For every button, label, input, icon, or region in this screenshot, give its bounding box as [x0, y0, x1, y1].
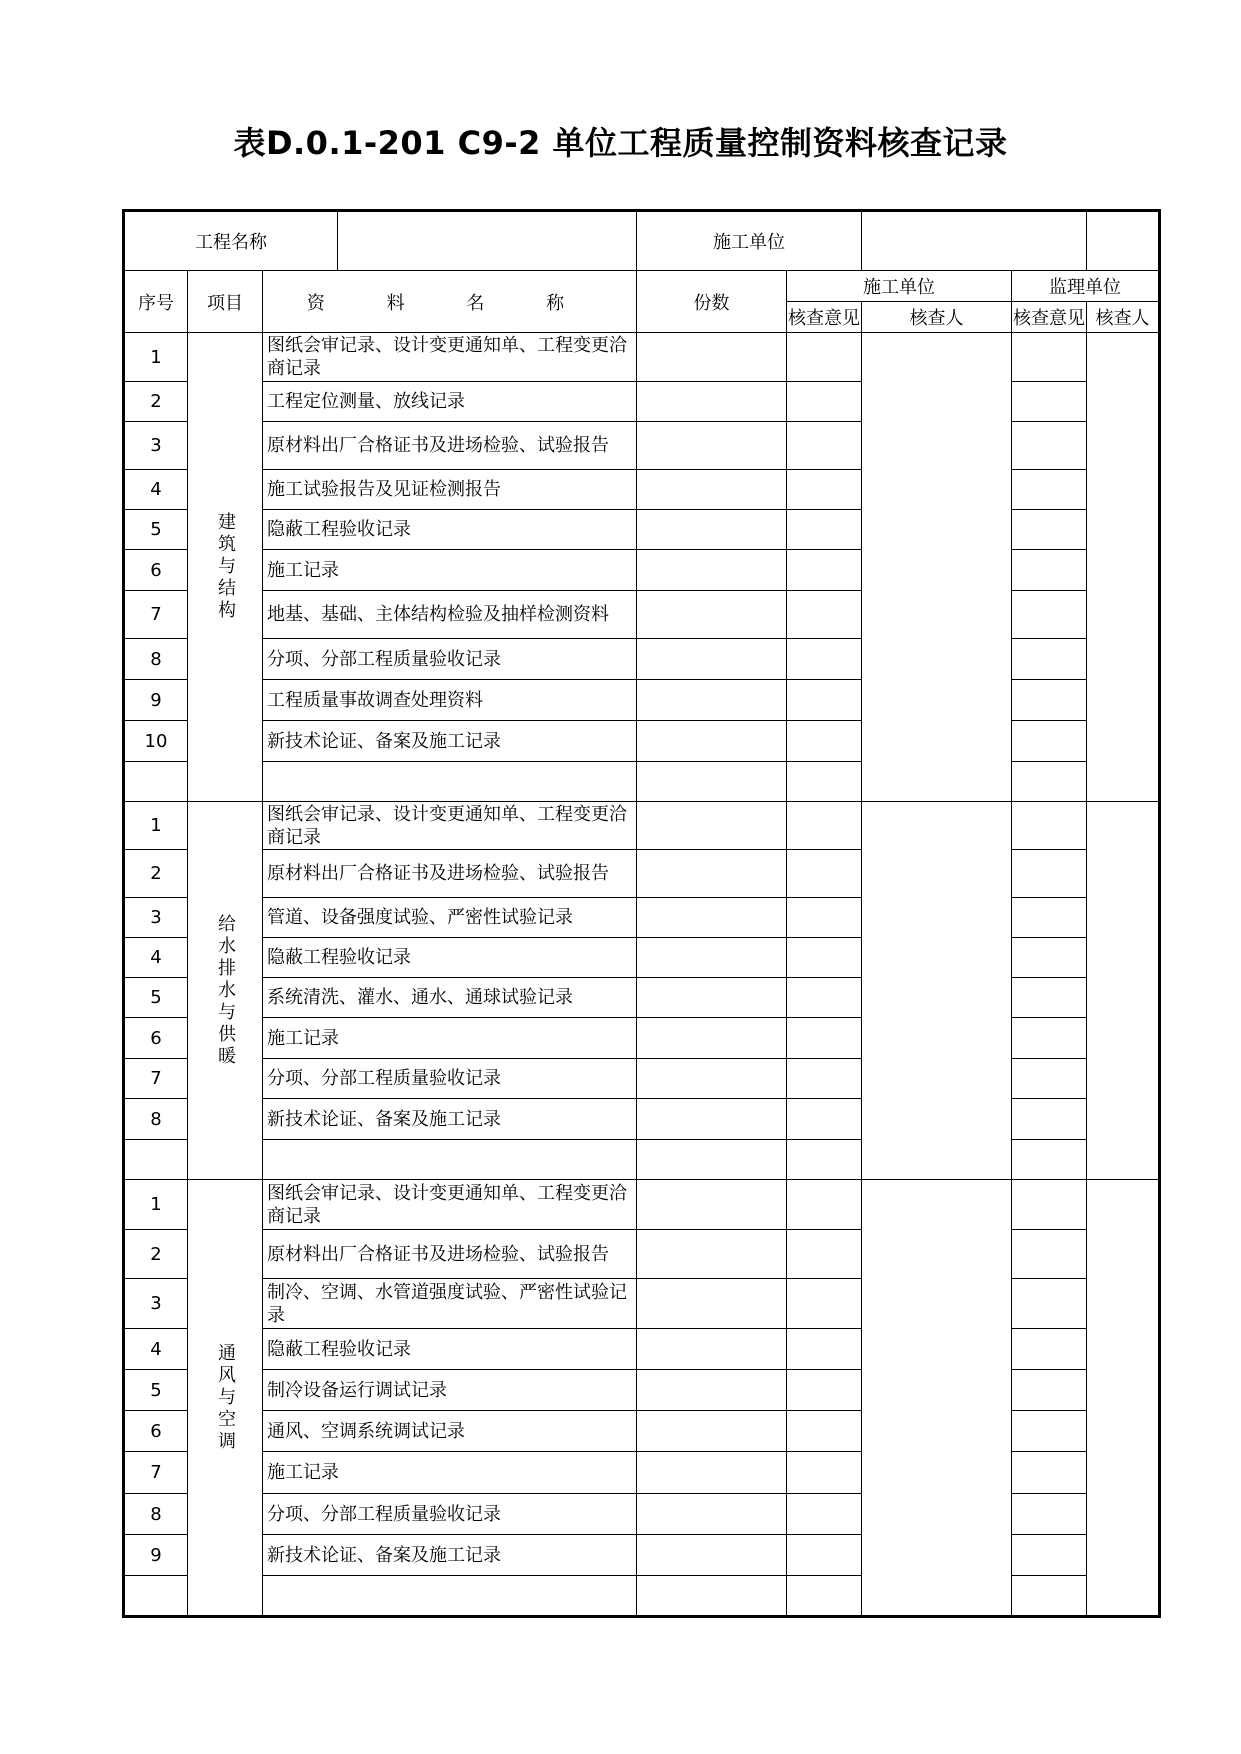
- construction-unit-label: 施工单位: [637, 211, 862, 271]
- document-name: [263, 762, 637, 802]
- row-number: 2: [124, 1230, 188, 1279]
- document-name: 施工试验报告及见证检测报告: [263, 470, 637, 510]
- table-row: [124, 333, 1160, 382]
- page-title: 表D.0.1-201 C9-2 单位工程质量控制资料核查记录: [233, 124, 1008, 162]
- col-doc-name-header: 资 料 名 称: [263, 271, 637, 333]
- construction-check-opinion-field[interactable]: [787, 802, 862, 850]
- document-name: 原材料出厂合格证书及进场检验、试验报告: [263, 850, 637, 898]
- document-name: 图纸会审记录、设计变更通知单、工程变更洽商记录: [263, 1180, 637, 1230]
- construction-check-opinion-field[interactable]: [787, 1279, 862, 1329]
- document-name: 分项、分部工程质量验收记录: [263, 639, 637, 680]
- supervision-check-opinion-field[interactable]: [1012, 333, 1087, 382]
- category-cell: [188, 333, 263, 802]
- col-item-header: 项目: [188, 271, 263, 333]
- document-name: [263, 1576, 637, 1617]
- supervision-check-opinion-field[interactable]: [1012, 1279, 1087, 1329]
- row-number: [124, 1140, 188, 1180]
- row-number: 9: [124, 680, 188, 721]
- copies-field[interactable]: [637, 1452, 787, 1494]
- construction-check-opinion-field[interactable]: [787, 850, 862, 898]
- copies-field[interactable]: [637, 382, 787, 422]
- row-number: 7: [124, 1059, 188, 1099]
- document-name: 新技术论证、备案及施工记录: [263, 1535, 637, 1576]
- copies-field[interactable]: [637, 1279, 787, 1329]
- row-number: 4: [124, 1329, 188, 1370]
- row-number: 4: [124, 938, 188, 978]
- document-name: 隐蔽工程验收记录: [263, 1329, 637, 1370]
- document-name: 图纸会审记录、设计变更通知单、工程变更洽商记录: [263, 333, 637, 382]
- document-name: 施工记录: [263, 1018, 637, 1059]
- row-number: 6: [124, 1411, 188, 1452]
- construction-check-opinion-field[interactable]: [787, 1059, 862, 1099]
- copies-field[interactable]: [637, 978, 787, 1018]
- row-number: 8: [124, 639, 188, 680]
- supervision-check-opinion-field[interactable]: [1012, 1452, 1087, 1494]
- row-number: 10: [124, 721, 188, 762]
- construction-check-opinion-field[interactable]: [787, 978, 862, 1018]
- construction-check-opinion-field[interactable]: [787, 1370, 862, 1411]
- document-name: 隐蔽工程验收记录: [263, 938, 637, 978]
- supervision-check-opinion-field[interactable]: [1012, 1099, 1087, 1140]
- col-supervision-unit-header: 监理单位: [1012, 271, 1160, 302]
- copies-field[interactable]: [637, 850, 787, 898]
- copies-field[interactable]: [637, 510, 787, 550]
- construction-check-opinion-field[interactable]: [787, 1576, 862, 1617]
- supervision-check-opinion-field[interactable]: [1012, 639, 1087, 680]
- supervision-check-opinion-field[interactable]: [1012, 1018, 1087, 1059]
- row-number: 1: [124, 802, 188, 850]
- supervision-check-opinion-field[interactable]: [1012, 422, 1087, 470]
- copies-field[interactable]: [637, 680, 787, 721]
- construction-check-opinion-field[interactable]: [787, 1329, 862, 1370]
- construction-check-opinion-field[interactable]: [787, 938, 862, 978]
- construction-check-opinion-field[interactable]: [787, 680, 862, 721]
- document-name: 分项、分部工程质量验收记录: [263, 1494, 637, 1535]
- construction-check-opinion-field[interactable]: [787, 762, 862, 802]
- construction-check-opinion-field[interactable]: [787, 382, 862, 422]
- copies-field[interactable]: [637, 721, 787, 762]
- document-name: 制冷、空调、水管道强度试验、严密性试验记录: [263, 1279, 637, 1329]
- copies-field[interactable]: [637, 802, 787, 850]
- construction-check-opinion-field[interactable]: [787, 470, 862, 510]
- construction-check-opinion-field[interactable]: [787, 1018, 862, 1059]
- copies-field[interactable]: [637, 1576, 787, 1617]
- copies-field[interactable]: [637, 1494, 787, 1535]
- construction-check-opinion-field[interactable]: [787, 1411, 862, 1452]
- copies-field[interactable]: [637, 1370, 787, 1411]
- copies-field[interactable]: [637, 422, 787, 470]
- row-number: 3: [124, 1279, 188, 1329]
- col-supervision-check-opinion-header: 核查意见: [1012, 302, 1087, 333]
- quality-control-check-table: [122, 209, 1161, 1618]
- construction-check-opinion-field[interactable]: [787, 1099, 862, 1140]
- row-number: 9: [124, 1535, 188, 1576]
- document-name: 隐蔽工程验收记录: [263, 510, 637, 550]
- copies-field[interactable]: [637, 1180, 787, 1230]
- col-construction-checker-header: 核查人: [862, 302, 1012, 333]
- copies-field[interactable]: [637, 1535, 787, 1576]
- supervision-check-opinion-field[interactable]: [1012, 470, 1087, 510]
- table-row: [124, 1180, 1160, 1230]
- document-name: 地基、基础、主体结构检验及抽样检测资料: [263, 591, 637, 639]
- row-number: 4: [124, 470, 188, 510]
- document-name: 原材料出厂合格证书及进场检验、试验报告: [263, 422, 637, 470]
- copies-field[interactable]: [637, 639, 787, 680]
- supervision-checker-field[interactable]: [1087, 333, 1160, 802]
- construction-check-opinion-field[interactable]: [787, 422, 862, 470]
- copies-field[interactable]: [637, 762, 787, 802]
- document-name: 通风、空调系统调试记录: [263, 1411, 637, 1452]
- row-number: 6: [124, 1018, 188, 1059]
- copies-field[interactable]: [637, 1140, 787, 1180]
- copies-field[interactable]: [637, 938, 787, 978]
- supervision-check-opinion-field[interactable]: [1012, 850, 1087, 898]
- document-name: 制冷设备运行调试记录: [263, 1370, 637, 1411]
- supervision-check-opinion-field[interactable]: [1012, 680, 1087, 721]
- supervision-check-opinion-field[interactable]: [1012, 1230, 1087, 1279]
- row-number: 2: [124, 850, 188, 898]
- construction-unit-field[interactable]: [862, 211, 1087, 271]
- supervision-check-opinion-field[interactable]: [1012, 721, 1087, 762]
- supervision-check-opinion-field[interactable]: [1012, 1180, 1087, 1230]
- supervision-check-opinion-field[interactable]: [1012, 382, 1087, 422]
- construction-check-opinion-field[interactable]: [787, 510, 862, 550]
- supervision-checker-field[interactable]: [1087, 1180, 1160, 1617]
- category-cell: [188, 802, 263, 1180]
- row-number: 7: [124, 591, 188, 639]
- construction-checker-field[interactable]: [862, 333, 1012, 802]
- document-name: 系统清洗、灌水、通水、通球试验记录: [263, 978, 637, 1018]
- supervision-check-opinion-field[interactable]: [1012, 762, 1087, 802]
- construction-check-opinion-field[interactable]: [787, 333, 862, 382]
- supervision-check-opinion-field[interactable]: [1012, 898, 1087, 938]
- copies-field[interactable]: [637, 1018, 787, 1059]
- document-name: 工程定位测量、放线记录: [263, 382, 637, 422]
- copies-field[interactable]: [637, 591, 787, 639]
- construction-check-opinion-field[interactable]: [787, 898, 862, 938]
- column-header-row-1: [124, 271, 1160, 302]
- row-number: [124, 1576, 188, 1617]
- document-name: 原材料出厂合格证书及进场检验、试验报告: [263, 1230, 637, 1279]
- row-number: 6: [124, 550, 188, 591]
- row-number: 5: [124, 510, 188, 550]
- row-number: 8: [124, 1099, 188, 1140]
- document-name: [263, 1140, 637, 1180]
- category-label: 通风与空调: [215, 1342, 236, 1453]
- construction-check-opinion-field[interactable]: [787, 1140, 862, 1180]
- document-name: 施工记录: [263, 550, 637, 591]
- supervision-check-opinion-field[interactable]: [1012, 1140, 1087, 1180]
- row-number: 8: [124, 1494, 188, 1535]
- row-number: 1: [124, 333, 188, 382]
- supervision-check-opinion-field[interactable]: [1012, 591, 1087, 639]
- document-name: 施工记录: [263, 1452, 637, 1494]
- construction-check-opinion-field[interactable]: [787, 639, 862, 680]
- copies-field[interactable]: [637, 1230, 787, 1279]
- construction-checker-field[interactable]: [862, 802, 1012, 1180]
- supervision-check-opinion-field[interactable]: [1012, 1576, 1087, 1617]
- supervision-check-opinion-field[interactable]: [1012, 938, 1087, 978]
- construction-checker-field[interactable]: [862, 1180, 1012, 1617]
- col-construction-check-opinion-header: 核查意见: [787, 302, 862, 333]
- copies-field[interactable]: [637, 470, 787, 510]
- category-label: 建筑与结构: [215, 512, 236, 622]
- document-name: 新技术论证、备案及施工记录: [263, 1099, 637, 1140]
- construction-check-opinion-field[interactable]: [787, 550, 862, 591]
- copies-field[interactable]: [637, 1411, 787, 1452]
- supervision-check-opinion-field[interactable]: [1012, 1059, 1087, 1099]
- document-name: 图纸会审记录、设计变更通知单、工程变更洽商记录: [263, 802, 637, 850]
- row-number: 3: [124, 898, 188, 938]
- row-number: 3: [124, 422, 188, 470]
- document-name: 分项、分部工程质量验收记录: [263, 1059, 637, 1099]
- supervision-check-opinion-field[interactable]: [1012, 802, 1087, 850]
- row-number: 2: [124, 382, 188, 422]
- supervision-check-opinion-field[interactable]: [1012, 1411, 1087, 1452]
- supervision-check-opinion-field[interactable]: [1012, 1535, 1087, 1576]
- document-name: 新技术论证、备案及施工记录: [263, 721, 637, 762]
- supervision-check-opinion-field[interactable]: [1012, 1494, 1087, 1535]
- document-name: 工程质量事故调查处理资料: [263, 680, 637, 721]
- row-number: 5: [124, 1370, 188, 1411]
- supervision-checker-field[interactable]: [1087, 802, 1160, 1180]
- header-info-row: [124, 211, 1160, 271]
- construction-check-opinion-field[interactable]: [787, 1535, 862, 1576]
- supervision-check-opinion-field[interactable]: [1012, 978, 1087, 1018]
- col-supervision-checker-header: 核查人: [1087, 302, 1160, 333]
- supervision-check-opinion-field[interactable]: [1012, 1370, 1087, 1411]
- category-label: 给水排水与供暖: [215, 913, 236, 1068]
- row-number: [124, 762, 188, 802]
- construction-check-opinion-field[interactable]: [787, 591, 862, 639]
- construction-check-opinion-field[interactable]: [787, 1180, 862, 1230]
- row-number: 1: [124, 1180, 188, 1230]
- col-copies-header: 份数: [637, 271, 787, 333]
- table-row: [124, 802, 1160, 850]
- copies-field[interactable]: [637, 1099, 787, 1140]
- col-seq-header: 序号: [124, 271, 188, 333]
- row-number: 5: [124, 978, 188, 1018]
- document-name: 管道、设备强度试验、严密性试验记录: [263, 898, 637, 938]
- copies-field[interactable]: [637, 898, 787, 938]
- construction-check-opinion-field[interactable]: [787, 1452, 862, 1494]
- construction-check-opinion-field[interactable]: [787, 721, 862, 762]
- project-name-label: 工程名称: [124, 211, 338, 271]
- row-number: 7: [124, 1452, 188, 1494]
- copies-field[interactable]: [637, 550, 787, 591]
- supervision-check-opinion-field[interactable]: [1012, 510, 1087, 550]
- supervision-check-opinion-field[interactable]: [1012, 550, 1087, 591]
- col-construction-unit-header: 施工单位: [787, 271, 1012, 302]
- project-name-field[interactable]: [338, 211, 637, 271]
- copies-field[interactable]: [637, 1329, 787, 1370]
- construction-check-opinion-field[interactable]: [787, 1494, 862, 1535]
- copies-field[interactable]: [637, 333, 787, 382]
- category-cell: [188, 1180, 263, 1617]
- construction-check-opinion-field[interactable]: [787, 1230, 862, 1279]
- copies-field[interactable]: [637, 1059, 787, 1099]
- supervision-check-opinion-field[interactable]: [1012, 1329, 1087, 1370]
